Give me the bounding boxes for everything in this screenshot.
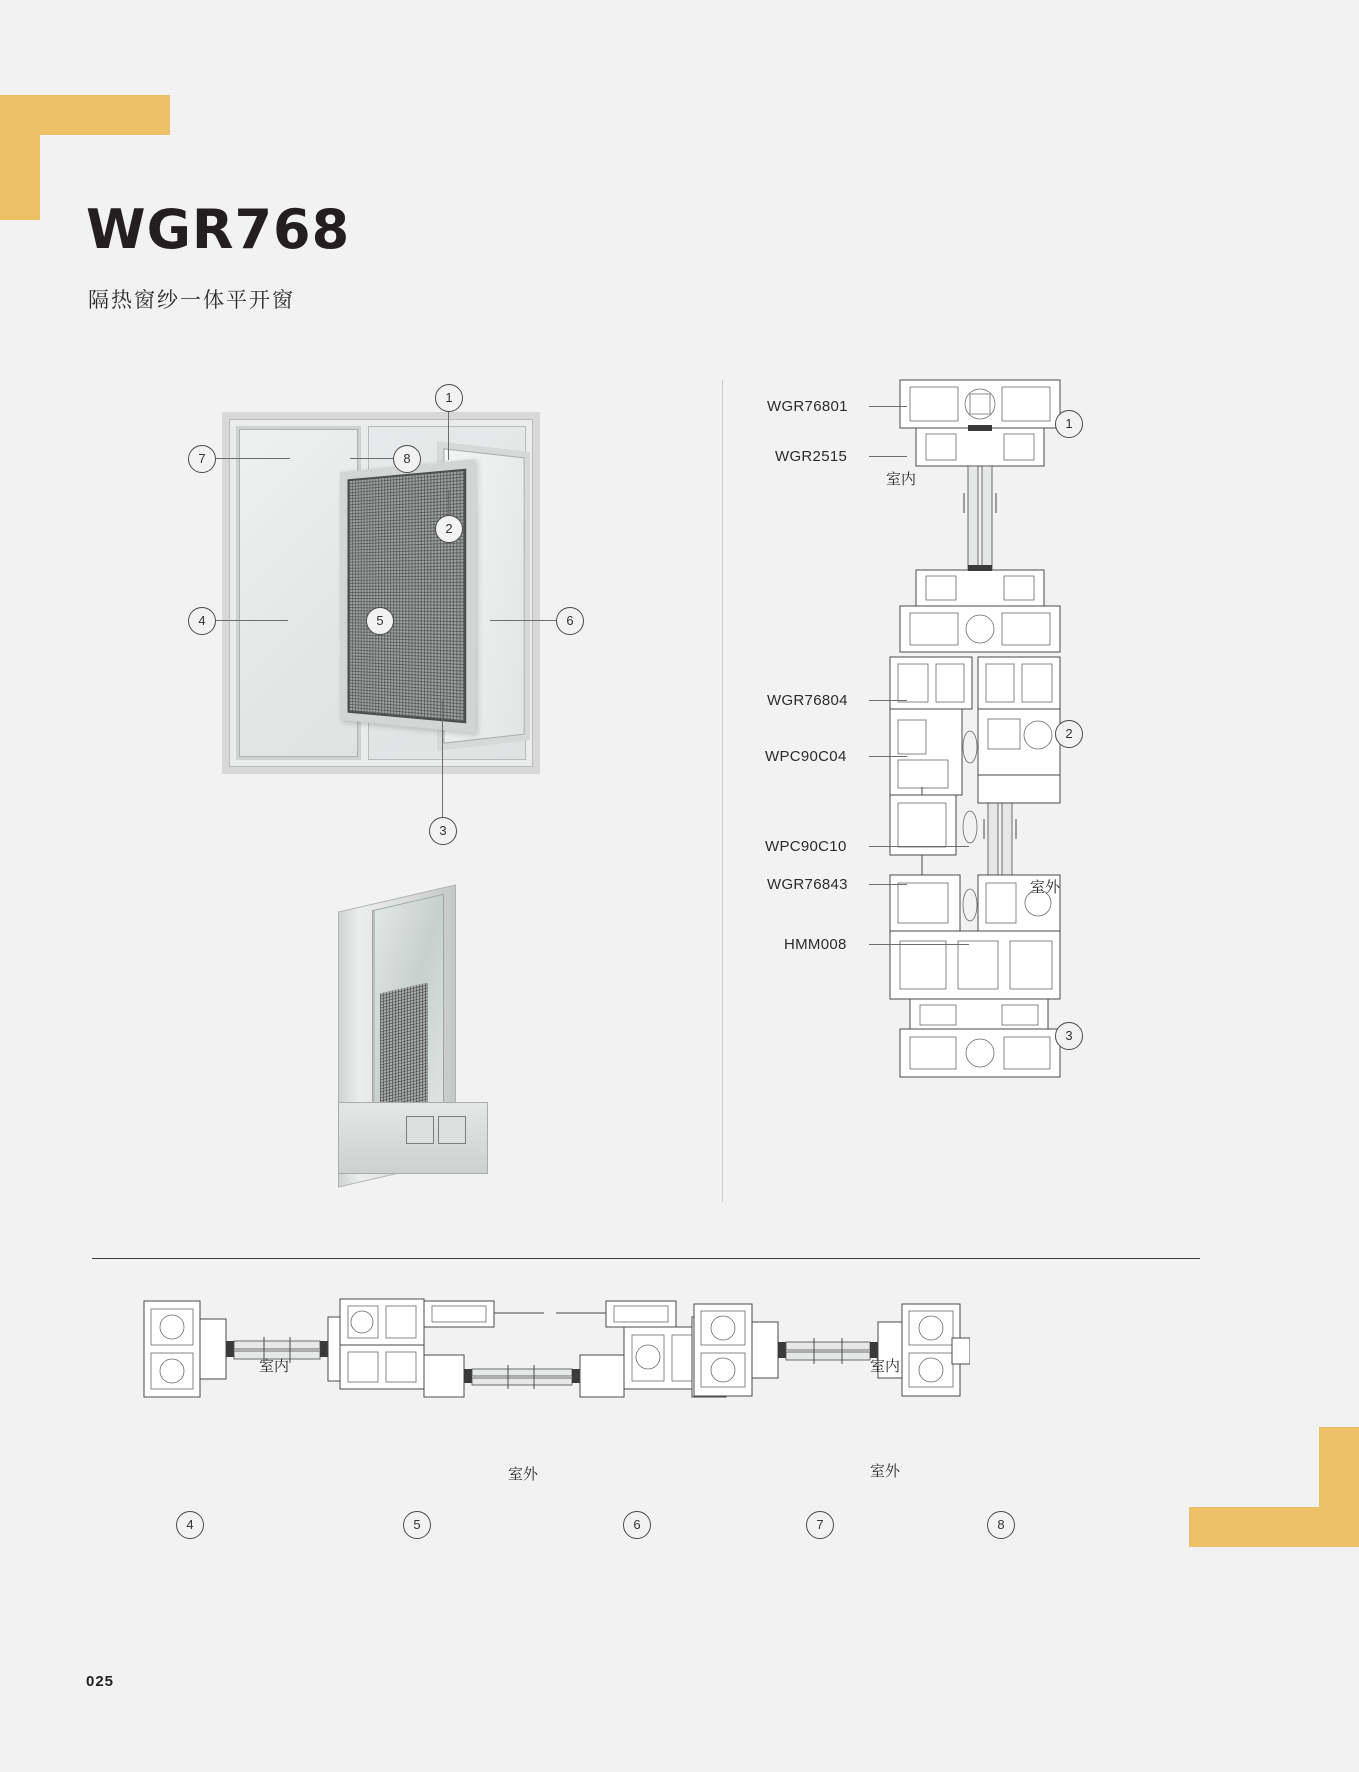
- callout-7[interactable]: 7: [188, 445, 216, 473]
- part-label-wpc90c04: WPC90C04: [765, 748, 847, 765]
- page-subtitle: 隔热窗纱一体平开窗: [88, 288, 295, 312]
- annotation-indoor-bottom-right: 室内: [870, 1357, 901, 1375]
- annotation-indoor-right: 室内: [886, 470, 917, 488]
- bottom-section-drawing-right: [690, 1300, 970, 1410]
- page-number: 025: [86, 1673, 115, 1690]
- section-marker-3[interactable]: 3: [1055, 1022, 1083, 1050]
- part-label-wpc90c10: WPC90C10: [765, 838, 847, 855]
- section-marker-6[interactable]: 6: [623, 1511, 651, 1539]
- section-marker-4[interactable]: 4: [176, 1511, 204, 1539]
- leader-line-3: [442, 700, 443, 820]
- annotation-outdoor-right: 室外: [1030, 878, 1061, 896]
- callout-1[interactable]: 1: [435, 384, 463, 412]
- callout-4[interactable]: 4: [188, 607, 216, 635]
- leader-part-1: [869, 406, 907, 407]
- corner-profile-photo: [310, 880, 510, 1190]
- callout-8[interactable]: 8: [393, 445, 421, 473]
- bottom-section-drawing-left: [140, 1295, 730, 1425]
- part-label-wgr2515: WGR2515: [775, 448, 848, 465]
- callout-6[interactable]: 6: [556, 607, 584, 635]
- annotation-indoor-bottom-left: 室内: [259, 1357, 290, 1375]
- part-label-wgr76801: WGR76801: [767, 398, 848, 415]
- right-section-drawing: [880, 375, 1080, 1205]
- callout-5[interactable]: 5: [366, 607, 394, 635]
- section-marker-7[interactable]: 7: [806, 1511, 834, 1539]
- callout-2[interactable]: 2: [435, 515, 463, 543]
- vertical-divider: [722, 380, 723, 1202]
- leader-part-2: [869, 456, 907, 457]
- profile-base-chamber-left: [406, 1116, 434, 1144]
- window-screen-sash: [340, 459, 475, 733]
- leader-part-3: [869, 700, 907, 701]
- corner-decoration-bottom-right-notch: [1189, 1427, 1319, 1507]
- leader-line-8: [350, 458, 398, 459]
- leader-part-7: [869, 944, 969, 945]
- annotation-outdoor-bottom-left: 室外: [508, 1465, 539, 1483]
- horizontal-divider: [92, 1258, 1200, 1259]
- window-product-photo: [222, 412, 540, 774]
- section-marker-5[interactable]: 5: [403, 1511, 431, 1539]
- leader-line-7: [216, 458, 290, 459]
- profile-base-chamber-right: [438, 1116, 466, 1144]
- section-marker-8[interactable]: 8: [987, 1511, 1015, 1539]
- part-label-hmm008: HMM008: [784, 936, 847, 953]
- leader-part-6: [869, 884, 907, 885]
- section-marker-1[interactable]: 1: [1055, 410, 1083, 438]
- leader-part-5: [869, 846, 969, 847]
- page-title: WGR768: [86, 198, 351, 261]
- annotation-outdoor-bottom-right: 室外: [870, 1462, 901, 1480]
- leader-line-1: [448, 410, 449, 460]
- part-label-wgr76843: WGR76843: [767, 876, 848, 893]
- section-marker-2[interactable]: 2: [1055, 720, 1083, 748]
- leader-line-4: [216, 620, 288, 621]
- leader-line-6: [490, 620, 556, 621]
- part-label-wgr76804: WGR76804: [767, 692, 848, 709]
- callout-3[interactable]: 3: [429, 817, 457, 845]
- leader-part-4: [869, 756, 907, 757]
